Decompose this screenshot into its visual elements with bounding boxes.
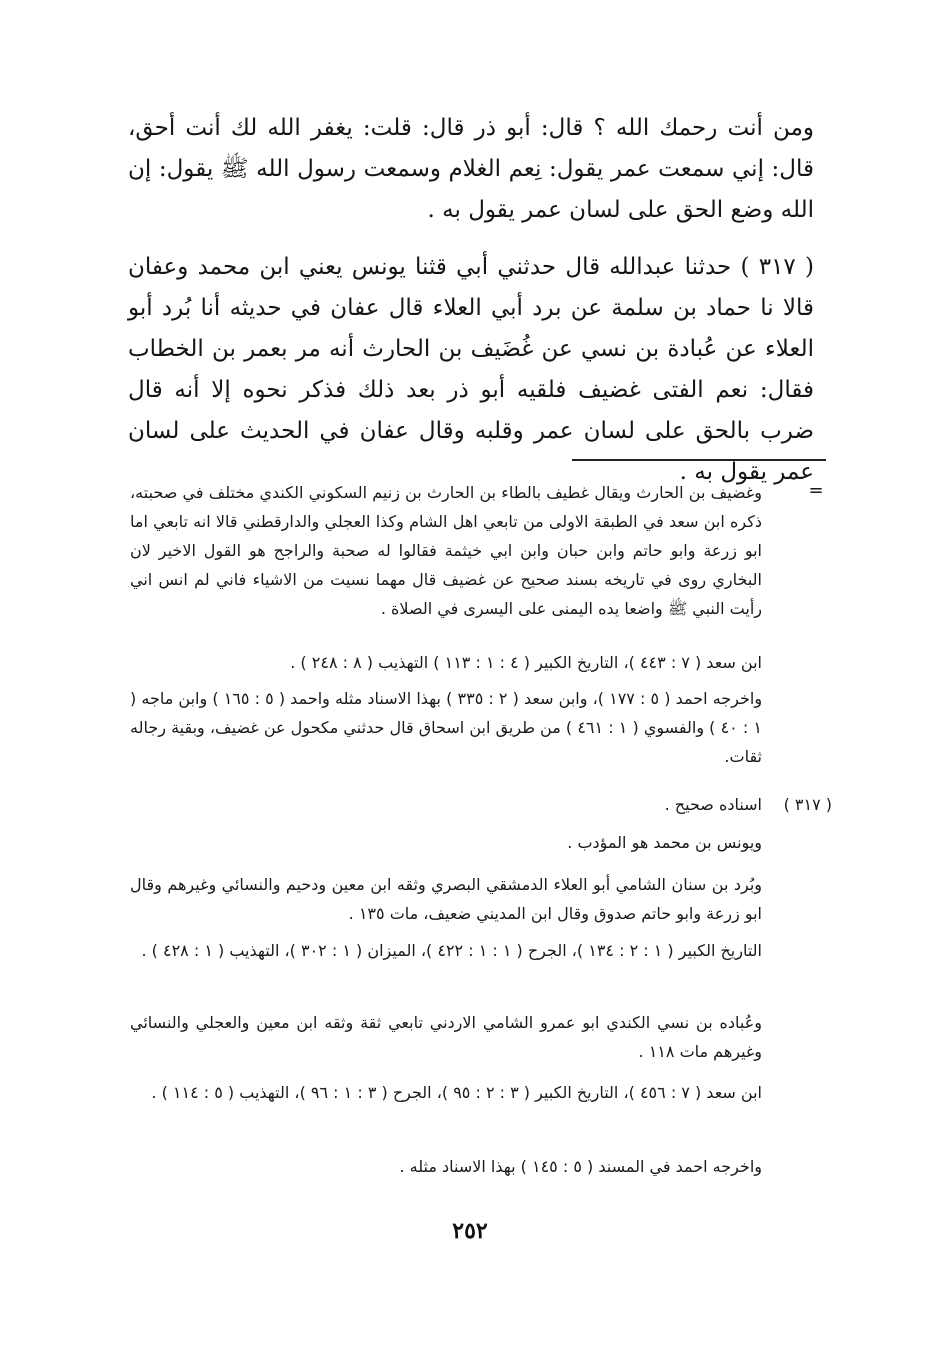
footnote-ghudayf-sources: ابن سعد ( ٧ : ٤٤٣ )، التاريخ الكبير ( ٤ : ١ : ١١٣ ) التهذيب ( ٨ : ٢٤٨ ) . [290,653,762,672]
footnote-isnad-grade: اسناده صحيح . [664,795,762,814]
footnote-separator-rule [572,459,826,461]
footnote-musnad-reference: واخرجه احمد في المسند ( ٥ : ١٤٥ ) بهذا الاسناد مثله . [399,1157,762,1176]
page-number: ٢٥٢ [452,1218,488,1244]
footnote-number-317: ( ٣١٧ ) [783,795,832,814]
footnote-continuation-marker: = [808,480,824,501]
footnote-ubada-sources: ابن سعد ( ٧ : ٤٥٦ )، التاريخ الكبير ( ٣ : ٢ : ٩٥ )، الجرح ( ٣ : ١ : ٩٦ )، التهذيب ( ٥ : ١١٤ ) . [151,1083,762,1102]
footnote-ghudayf-bio: وغضيف بن الحارث ويقال غطيف بالطاء بن الحارث بن زنيم السكوني الكندي مختلف في صحبته، ذكره ابن سعد في الطبقة الاولى من تابعي اهل الشام وكذا العجلي والدارقطني قالا انه تابعي اما ابو زرعة وابو حاتم وابن حبان وابن ابي خيثمة فقالوا له صحبة والراجح هو القول الاخير لان البخاري روى في تاريخه بسند صحيح عن غضيف قال مهما نسيت من الاشياء فاني لم انس اني رأيت النبي ﷺ واضعا يده اليمنى على اليسرى في الصلاة . [130,483,762,618]
footnote-burd-sources: التاريخ الكبير ( ١ : ٢ : ١٣٤ )، الجرح ( ١ : ١ : ٤٢٢ )، الميزان ( ١ : ٣٠٢ )، التهذيب ( ١ : ٤٢٨ ) . [141,941,762,960]
footnote-yunus-note: ويونس بن محمد هو المؤدب . [567,833,762,852]
footnote-burd-bio: وبُرد بن سنان الشامي أبو العلاء الدمشقي البصري وثقه ابن معين ودحيم والنسائي وغيرهم وقال ابو زرعة وابو حاتم صدوق وقال ابن المديني ضعيف، مات ١٣٥ . [130,875,762,923]
footnote-ubada-bio: وعُباده بن نسي الكندي ابو عمرو الشامي الاردني تابعي ثقة وثقه ابن معين والعجلي والنسائي وغيرهم مات ١١٨ . [130,1013,762,1061]
main-paragraph-1: ومن أنت رحمك الله ؟ قال: أبو ذر قال: قلت: يغفر الله لك أنت أحق، قال: إني سمعت عمر يقول: نِعم الغلام وسمعت رسول الله ﷺ يقول: إن الله وضع الحق على لسان عمر يقول به . [128,115,814,223]
main-paragraph-317: ( ٣١٧ ) حدثنا عبدالله قال حدثني أبي قثنا يونس يعني ابن محمد وعفان قالا نا حماد بن سلمة عن برد أبي العلاء قال عفان في حديثه أنا بُرد أبو العلاء عن عُبادة بن نسي عن غُضَيف بن الحارث أنه مر بعمر بن الخطاب فقال: نعم الفتى غضيف فلقيه أبو ذر بعد ذلك فذكر نحوه إلا أنه قال ضرب بالحق على لسان عمر وقلبه وقال عفان في الحديث على لسان عمر يقول به . [128,254,814,485]
footnote-hadith-takhrij: واخرجه احمد ( ٥ : ١٧٧ )، وابن سعد ( ٢ : ٣٣٥ ) بهذا الاسناد مثله واحمد ( ٥ : ١٦٥ ) وابن ماجه ( ١ : ٤٠ ) والفسوي ( ١ : ٤٦١ ) من طريق ابن اسحاق قال حدثني مكحول عن غضيف، وبقية رجاله ثقات. [130,689,763,766]
